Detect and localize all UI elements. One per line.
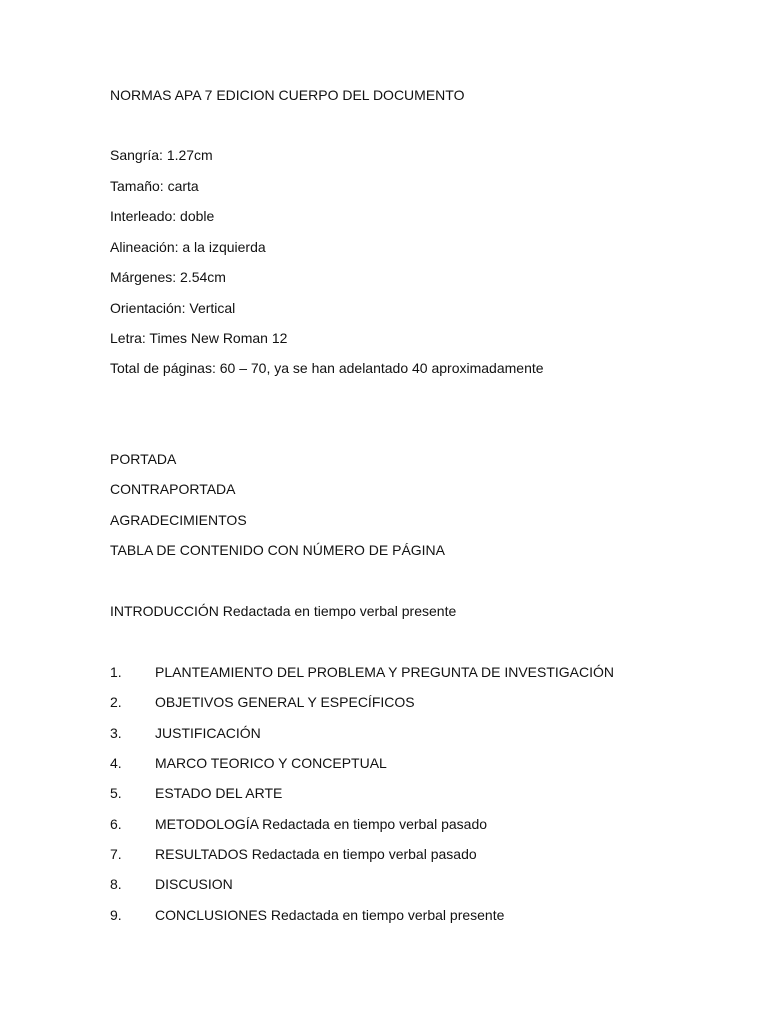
section-label: CONCLUSIONES Redactada en tiempo verbal presente [155, 907, 505, 923]
section-number: 9. [110, 907, 122, 923]
section-label: MARCO TEORICO Y CONCEPTUAL [155, 755, 387, 771]
section-label: METODOLOGÍA Redactada en tiempo verbal pasado [155, 816, 488, 832]
rule-alignment: Alineación: a la izquierda [110, 239, 266, 255]
section-number: 5. [110, 785, 122, 801]
section-label: PLANTEAMIENTO DEL PROBLEMA Y PREGUNTA DE INVESTIGACIÓN [155, 664, 615, 680]
rule-line-spacing: Interleado: doble [110, 208, 215, 224]
rule-total-pages: Total de páginas: 60 – 70, ya se han adelantado 40 aproximadamente [110, 360, 544, 376]
section-label: RESULTADOS Redactada en tiempo verbal pasado [155, 846, 477, 862]
rule-margins: Márgenes: 2.54cm [110, 269, 226, 285]
rule-indent: Sangría: 1.27cm [110, 147, 213, 163]
section-number: 4. [110, 755, 122, 771]
rule-orientation: Orientación: Vertical [110, 300, 236, 316]
rule-paper-size: Tamaño: carta [110, 178, 199, 194]
section-number: 3. [110, 725, 122, 741]
section-number: 8. [110, 876, 122, 892]
section-label: DISCUSION [155, 876, 233, 892]
front-matter-cover: PORTADA [110, 451, 177, 467]
front-matter-back-cover: CONTRAPORTADA [110, 481, 236, 497]
section-number: 2. [110, 694, 122, 710]
section-label: ESTADO DEL ARTE [155, 785, 283, 801]
front-matter-table-of-contents: TABLA DE CONTENIDO CON NÚMERO DE PÁGINA [110, 542, 446, 558]
section-number: 1. [110, 664, 122, 680]
document-title: NORMAS APA 7 EDICION CUERPO DEL DOCUMENTO [110, 87, 465, 103]
section-label: OBJETIVOS GENERAL Y ESPECÍFICOS [155, 694, 415, 710]
section-number: 6. [110, 816, 122, 832]
section-number: 7. [110, 846, 122, 862]
rule-font: Letra: Times New Roman 12 [110, 330, 288, 346]
front-matter-acknowledgements: AGRADECIMIENTOS [110, 512, 247, 528]
section-label: JUSTIFICACIÓN [155, 725, 261, 741]
introduction-line: INTRODUCCIÓN Redactada en tiempo verbal presente [110, 603, 457, 619]
